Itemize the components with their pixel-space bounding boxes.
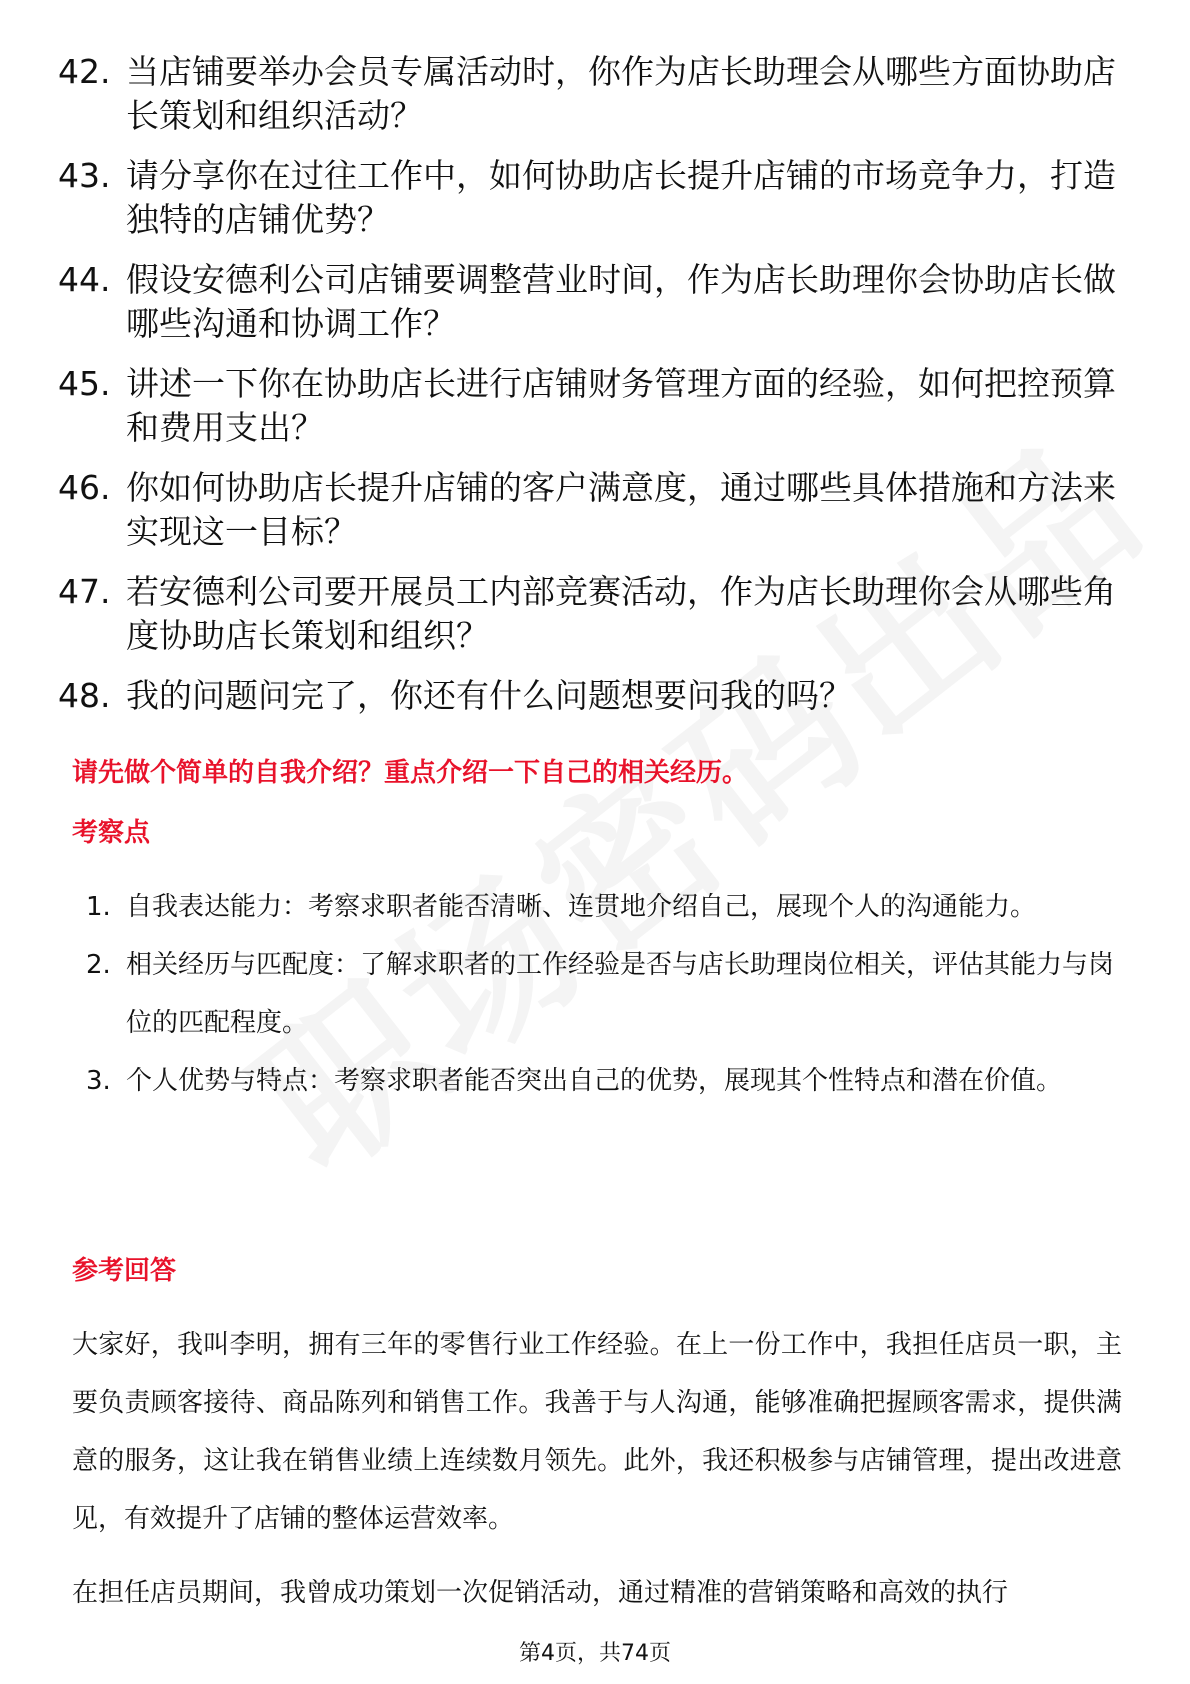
question-number: 47. bbox=[58, 572, 111, 611]
focus-point-item bbox=[86, 878, 1126, 936]
answer-paragraph: 在担任店员期间，我曾成功策划一次促销活动，通过精准的营销策略和高效的执行 bbox=[72, 1578, 1009, 1608]
question-text: 我的问题问完了，你还有什么问题想要问我的吗？ bbox=[126, 676, 852, 715]
focus-point-list bbox=[86, 878, 1126, 1110]
focus-section-label: 考察点 bbox=[72, 818, 151, 848]
focus-point-number: 2. bbox=[86, 950, 111, 980]
question-number: 46. bbox=[58, 468, 111, 507]
question-item bbox=[58, 570, 1128, 658]
question-item bbox=[58, 258, 1128, 346]
question-item bbox=[58, 154, 1128, 242]
focus-point-text: 个人优势与特点：考察求职者能否突出自己的优势，展现其个性特点和潜在价值。 bbox=[126, 1066, 1063, 1096]
question-text: 当店铺要举办会员专属活动时，你作为店长助理会从哪些方面协助店长策划和组织活动？ bbox=[126, 52, 1116, 135]
question-text: 你如何协助店长提升店铺的客户满意度，通过哪些具体措施和方法来实现这一目标？ bbox=[126, 468, 1116, 551]
focus-point-text: 自我表达能力：考察求职者能否清晰、连贯地介绍自己，展现个人的沟通能力。 bbox=[126, 892, 1037, 922]
question-number: 44. bbox=[58, 260, 111, 299]
answer-paragraph: 大家好，我叫李明，拥有三年的零售行业工作经验。在上一份工作中，我担任店员一职，主要负责顾客接待、商品陈列和销售工作。我善于与人沟通，能够准确把握顾客需求，提供满意的服务，这让我在销售业绩上连续数月领先。此外，我还积极参与店铺管理，提出改进意见，有效提升了店铺的整体运营效率。 bbox=[72, 1330, 1122, 1534]
question-item bbox=[58, 362, 1128, 450]
page-footer: 第4页，共74页 bbox=[519, 1641, 671, 1666]
focus-point-item bbox=[86, 936, 1126, 1052]
question-number: 45. bbox=[58, 364, 111, 403]
question-item bbox=[58, 466, 1128, 554]
question-item bbox=[58, 674, 1128, 718]
focus-point-text: 相关经历与匹配度：了解求职者的工作经验是否与店长助理岗位相关，评估其能力与岗位的匹配程度。 bbox=[126, 950, 1115, 1038]
question-text: 若安德利公司要开展员工内部竞赛活动，作为店长助理你会从哪些角度协助店长策划和组织？ bbox=[126, 572, 1116, 655]
question-number: 48. bbox=[58, 676, 111, 715]
question-text: 请分享你在过往工作中，如何协助店长提升店铺的市场竞争力，打造独特的店铺优势？ bbox=[126, 156, 1116, 239]
question-number: 42. bbox=[58, 52, 111, 91]
question-item bbox=[58, 50, 1128, 138]
intro-question-heading: 请先做个简单的自我介绍？重点介绍一下自己的相关经历。 bbox=[72, 758, 749, 788]
question-list bbox=[58, 50, 1128, 734]
focus-point-number: 3. bbox=[86, 1066, 111, 1096]
answer-section-label: 参考回答 bbox=[72, 1256, 177, 1286]
focus-point-item bbox=[86, 1052, 1126, 1110]
question-number: 43. bbox=[58, 156, 111, 195]
focus-point-number: 1. bbox=[86, 892, 111, 922]
question-text: 讲述一下你在协助店长进行店铺财务管理方面的经验，如何把控预算和费用支出？ bbox=[126, 364, 1116, 447]
question-text: 假设安德利公司店铺要调整营业时间，作为店长助理你会协助店长做哪些沟通和协调工作？ bbox=[126, 260, 1116, 343]
